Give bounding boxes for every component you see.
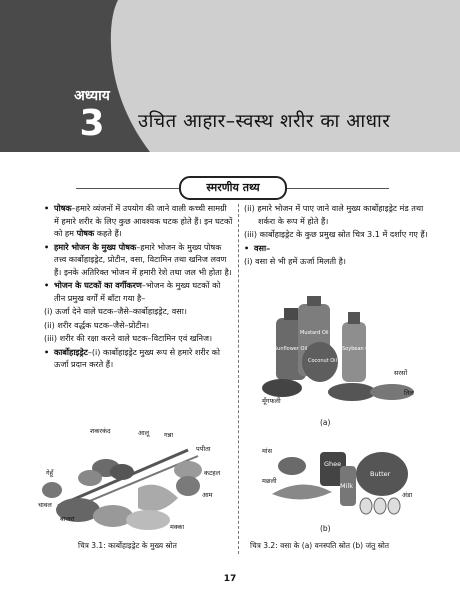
label-jackfruit: कटहल bbox=[204, 469, 221, 477]
class-item-2: (ii) शरीर वर्द्धक घटक–जैसे–प्रोटीन। bbox=[44, 319, 150, 330]
carb-sources: (iii) कार्बोहाइड्रेट के कुछ प्रमुख स्रोत चित्र 3.1 में दर्शाए गए हैं। bbox=[244, 229, 428, 239]
label-sesame: तिल bbox=[404, 389, 414, 397]
chapter-title: उचित आहार–स्वस्थ शरीर का आधार bbox=[138, 111, 391, 132]
subfig-a-label: (a) bbox=[320, 418, 331, 427]
label-milk: Milk bbox=[340, 482, 353, 490]
figure-animal-fats bbox=[262, 446, 422, 518]
classification: • भोजन के घटकों का वर्गीकरण–भोजन के मुख्य घटकों को तीन प्रमुख वर्गों में बाँटा गया है– bbox=[44, 279, 234, 304]
label-maize: मक्का bbox=[170, 523, 185, 531]
column-divider bbox=[238, 204, 239, 554]
label-sugarcane: गन्ना bbox=[164, 431, 174, 439]
figure-3-1-caption: चित्र 3.1: कार्बोहाइड्रेट के मुख्य स्रोत bbox=[78, 541, 177, 550]
chapter-number: 3 bbox=[79, 103, 105, 144]
figure-plant-fats bbox=[262, 296, 422, 406]
figure-3-2-caption: चित्र 3.2: वसा के (a) वनस्पति स्रोत (b) जंतु स्रोत bbox=[250, 541, 390, 550]
label-egg: अंडा bbox=[402, 491, 413, 499]
label-groundnut: मूँगफली bbox=[262, 397, 281, 405]
class-item-3: (iii) शरीर की रक्षा करने वाले घटक–विटामिन एवं खनिज। bbox=[44, 333, 213, 343]
fat-energy: (i) वसा से भी हमें ऊर्जा मिलती है। bbox=[244, 256, 346, 266]
right-column bbox=[244, 202, 434, 269]
carb-forms: (ii) हमारे भोजन में पाए जाने वाले मुख्य कार्बोहाइड्रेट मंड तथा शर्करा के रूप में होते हैं। bbox=[244, 203, 424, 226]
label-meat: मांस bbox=[262, 447, 272, 455]
subfig-b-label: (b) bbox=[320, 524, 331, 533]
chapter-label: अध्याय bbox=[74, 88, 110, 104]
label-ghee: Ghee bbox=[324, 460, 342, 468]
nutrient-definition: • पोषक–हमारे व्यंजनों में उपयोग की जाने वाली कच्ची सामग्री में हमारे शरीर के लिए कुछ आवश्यक घटक होते हैं। इन घटकों को हम पोषक कहते हैं। bbox=[44, 202, 234, 240]
label-rice: चावल bbox=[38, 501, 52, 509]
class-item-1: (i) ऊर्जा देने वाले घटक–जैसे–कार्बोहाइड्रेट, वसा। bbox=[44, 306, 187, 316]
label-fish: मछली bbox=[262, 477, 277, 485]
chapter-header bbox=[0, 0, 460, 152]
section-title: स्मरणीय तथ्य bbox=[179, 176, 287, 200]
left-column bbox=[44, 202, 234, 372]
label-mustard-seed: सरसों bbox=[394, 369, 408, 377]
label-potato: आलू bbox=[138, 429, 150, 437]
carbohydrate-point: • कार्बोहाइड्रेट–(i) कार्बोहाइड्रेट मुख्य रूप से हमारे शरीर को ऊर्जा प्रदान करते हैं। bbox=[44, 346, 234, 371]
label-mango: आम bbox=[202, 491, 213, 499]
fat-heading: • वसा– bbox=[244, 242, 434, 255]
label-butter: Butter bbox=[370, 470, 391, 478]
figure-carb-sources bbox=[38, 428, 234, 538]
label-millet: बाजरा bbox=[60, 515, 75, 523]
label-wheat: गेहूँ bbox=[46, 469, 54, 477]
label-sweet-potato: शकरकंद bbox=[90, 427, 111, 435]
label-mustard-oil: Mustard Oil bbox=[300, 330, 329, 336]
label-coconut-oil: Coconut Oil bbox=[308, 358, 337, 364]
label-sunflower-oil: Sunflower Oil bbox=[274, 346, 308, 352]
main-nutrients: • हमारे भोजन के मुख्य पोषक–हमारे भोजन के मुख्य पोषक तत्त्व कार्बोहाइड्रेट, प्रोटीन, वसा, विटामिन तथा खनिज लवण हैं। इनके अतिरिक्त भोजन में हमारी रेशे तथा जल भी होता है। bbox=[44, 241, 234, 279]
label-papaya: पपीता bbox=[196, 445, 211, 453]
page-number: 17 bbox=[223, 574, 237, 584]
label-soybean-oil: Soybean Oil bbox=[342, 346, 372, 352]
